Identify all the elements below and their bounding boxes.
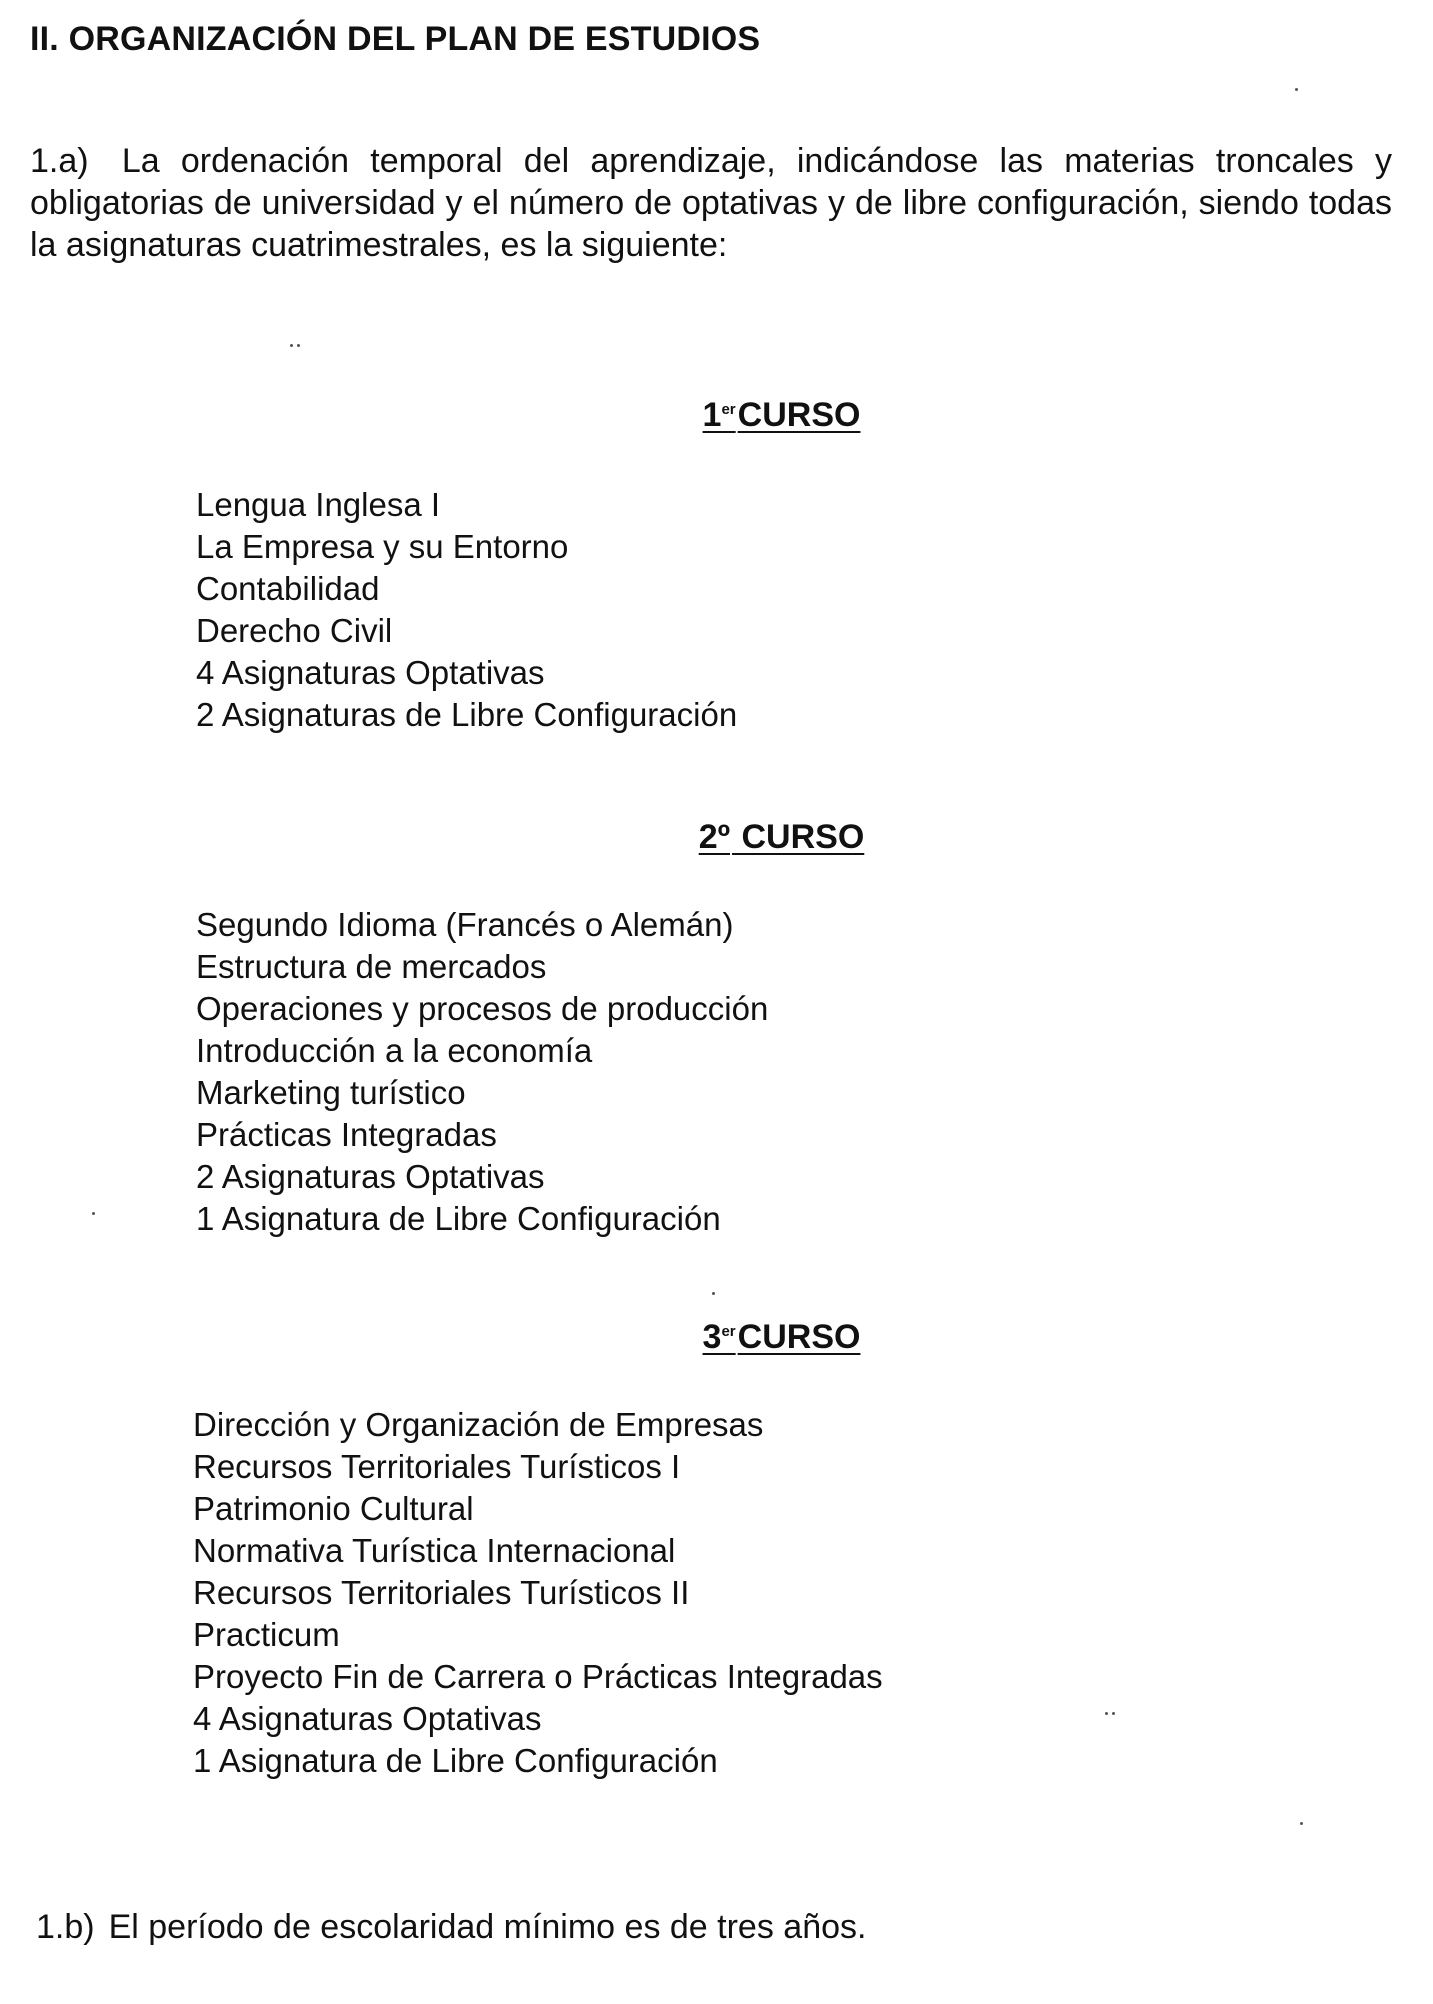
course-1-superscript: er	[721, 400, 736, 418]
course-3-subject-list	[193, 1404, 883, 1782]
subject-item: La Empresa y su Entorno	[196, 528, 569, 565]
scan-speck	[92, 1212, 95, 1215]
scan-speck	[1112, 1712, 1115, 1715]
course-3-label: CURSO	[737, 1318, 861, 1356]
subject-item: Practicum	[193, 1616, 340, 1653]
subject-item: Operaciones y procesos de producción	[196, 990, 769, 1027]
scan-speck	[297, 344, 300, 347]
course-1-label: CURSO	[737, 396, 861, 434]
course-1-subject-list	[196, 484, 737, 736]
scan-speck	[290, 344, 293, 347]
closing-paragraph	[36, 1908, 866, 1947]
course-1-heading	[0, 396, 1433, 435]
subject-item: Segundo Idioma (Francés o Alemán)	[196, 906, 734, 943]
subject-item: Proyecto Fin de Carrera o Prácticas Integradas	[193, 1658, 883, 1695]
intro-number: 1.a)	[30, 142, 89, 180]
subject-item: Derecho Civil	[196, 612, 393, 649]
closing-text: El período de escolaridad mínimo es de tres años.	[108, 1908, 867, 1946]
subject-item: Introducción a la economía	[196, 1032, 593, 1069]
subject-item: 4 Asignaturas Optativas	[193, 1700, 542, 1737]
subject-item: Recursos Territoriales Turísticos II	[193, 1574, 690, 1611]
course-2-ordinal: 2º	[698, 818, 731, 856]
scan-speck	[1300, 1822, 1303, 1825]
intro-text: La ordenación temporal del aprendizaje, indicándose las materias troncales y obligatorias de universidad y el número de optativas y de libre configuración, siendo todas la asignaturas cuatrimestrales, es la siguiente:	[30, 142, 1392, 264]
course-2-label: CURSO	[741, 818, 865, 856]
course-3-ordinal: 3	[702, 1318, 722, 1356]
course-3-heading	[0, 1318, 1433, 1357]
intro-paragraph	[30, 140, 1392, 266]
course-1-ordinal: 1	[702, 396, 722, 434]
subject-item: Contabilidad	[196, 570, 380, 607]
scan-speck	[1105, 1712, 1108, 1715]
subject-item: 1 Asignatura de Libre Configuración	[193, 1742, 718, 1779]
subject-item: Patrimonio Cultural	[193, 1490, 474, 1527]
scan-speck	[1295, 88, 1298, 91]
subject-item: 2 Asignaturas Optativas	[196, 1158, 545, 1195]
subject-item: 2 Asignaturas de Libre Configuración	[196, 696, 738, 733]
subject-item: 1 Asignatura de Libre Configuración	[196, 1200, 721, 1237]
subject-item: Dirección y Organización de Empresas	[193, 1406, 764, 1443]
scan-speck	[712, 1292, 715, 1295]
subject-item: Lengua Inglesa I	[196, 486, 441, 523]
subject-item: 4 Asignaturas Optativas	[196, 654, 545, 691]
subject-item: Prácticas Integradas	[196, 1116, 497, 1153]
section-title: II. ORGANIZACIÓN DEL PLAN DE ESTUDIOS	[30, 20, 761, 58]
subject-item: Marketing turístico	[196, 1074, 466, 1111]
course-3-superscript: er	[721, 1322, 736, 1340]
closing-number: 1.b)	[36, 1908, 95, 1946]
subject-item: Recursos Territoriales Turísticos I	[193, 1448, 681, 1485]
course-2-subject-list	[196, 904, 768, 1240]
course-2-heading	[0, 818, 1433, 857]
subject-item: Estructura de mercados	[196, 948, 547, 985]
subject-item: Normativa Turística Internacional	[193, 1532, 676, 1569]
